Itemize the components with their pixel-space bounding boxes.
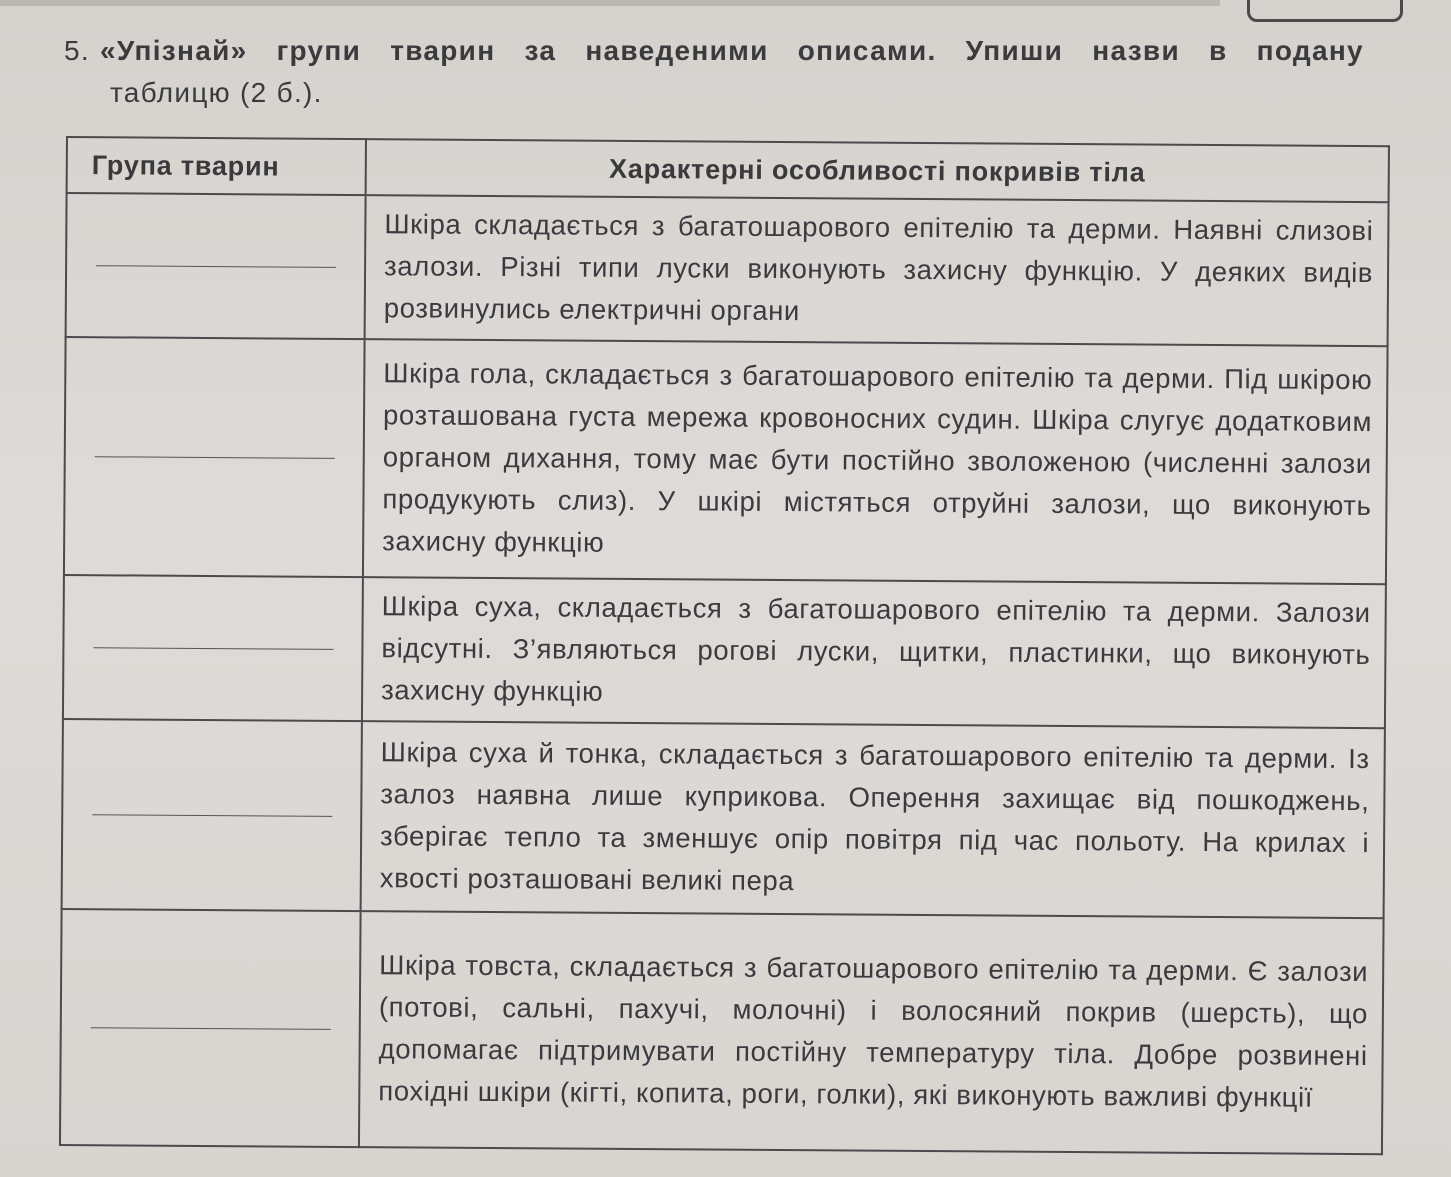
task-number: 5. [64, 35, 90, 66]
task-word: подану [1256, 35, 1364, 66]
task-word: групи [276, 35, 362, 66]
animal-groups-table [59, 136, 1390, 1155]
task-word: Упиши [965, 35, 1064, 66]
task-word: в [1209, 35, 1228, 66]
task-number-and-first-word [64, 30, 247, 72]
task-word: наведеними [585, 35, 769, 66]
task-prompt [64, 30, 1364, 114]
answer-cell[interactable] [62, 719, 362, 911]
answer-line[interactable] [96, 265, 336, 268]
task-line-1 [64, 30, 1364, 72]
task-line-2: таблицю (2 б.). [110, 77, 323, 108]
description-cell: Шкіра складається з багатошарового епітелію та дерми. Наявні слизові залози. Різні типи луски виконують захисну функцію. У деяких видів розвинулись електричні органи [365, 195, 1389, 346]
task-word: «Упізнай» [99, 35, 248, 66]
task-word: за [524, 35, 557, 66]
header-group: Група тварин [67, 137, 366, 195]
task-word: назви [1092, 35, 1180, 66]
table-row [60, 909, 1384, 1154]
answer-line[interactable] [90, 1027, 330, 1030]
description-cell: Шкіра суха, складається з багатошарового епітелію та дерми. Залози відсутні. З’являються рогові луски, щитки, пластинки, що виконують захисну функцію [362, 577, 1386, 728]
table-header-row [67, 137, 1389, 202]
decorative-frame [1247, 0, 1403, 22]
page-top-edge [0, 0, 1220, 6]
description-cell: Шкіра гола, складається з багатошарового епітелію та дерми. Під шкірою розташована густа мережа кровоносних судин. Шкіра слугує додатковим органом дихання, тому має бути постійно зволоженою (численні залози продукують слиз). У шкірі містяться отруйні залози, що виконують захисну функцію [363, 339, 1388, 584]
answer-cell[interactable] [60, 909, 361, 1147]
answer-cell[interactable] [66, 193, 366, 339]
task-word: описами. [797, 35, 937, 66]
answer-line[interactable] [94, 456, 334, 459]
answer-line[interactable] [93, 647, 333, 650]
table-row [66, 193, 1389, 346]
description-cell: Шкіра товста, складається з багатошарового епітелію та дерми. Є залози (потові, сальні, пахучі, молочні) і волосяний покрив (шерсть), що допомагає підтримувати постійну температуру тіла. Добре розвинені похідні шкіри (кігті, копита, роги, голки), які виконують важливі функції [359, 911, 1384, 1154]
answer-cell[interactable] [63, 575, 363, 721]
task-word: тварин [390, 35, 496, 66]
table-row [62, 719, 1385, 918]
table-row [64, 337, 1388, 584]
answer-cell[interactable] [64, 337, 365, 577]
header-features: Характерні особливості покривів тіла [366, 139, 1389, 202]
description-cell: Шкіра суха й тонка, складається з багатошарового епітелію та дерми. Із залоз наявна лише куприкова. Оперення захищає від пошкоджень, зберігає тепло та зменшує опір повітря під час польоту. На крилах і хвості розташовані великі пера [361, 721, 1385, 918]
answer-line[interactable] [92, 814, 332, 817]
table-row [63, 575, 1386, 728]
